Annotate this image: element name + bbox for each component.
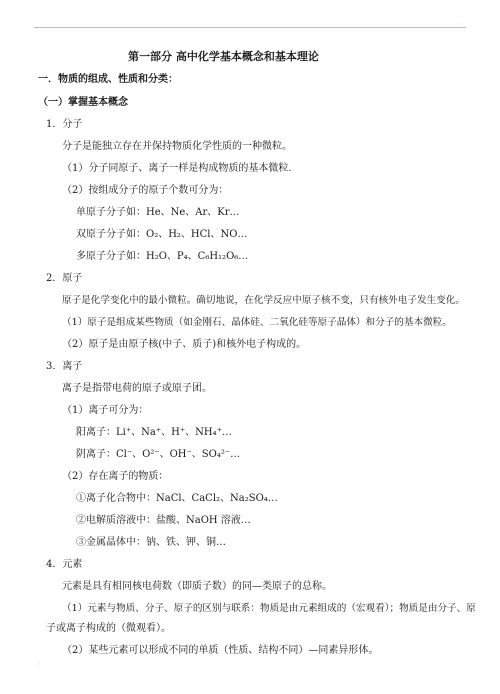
header-rule: [34, 27, 466, 28]
ion-cation: 阳离子：Li⁺、Na⁺、H⁺、NH₄⁺…: [76, 427, 232, 438]
ion-ionic-compound: ①离子化合物中：NaCl、CaCl₂、Na₂SO₄…: [76, 493, 278, 504]
molecule-mono: 单原子分子如：He、Ne、Ar、Kr…: [76, 207, 240, 218]
atom-definition: 原子是化学变化中的最小微粒。确切地说，在化学反应中原子核不变，只有核外电子发生变化。: [62, 295, 465, 306]
element-item-1-line-1: （1）元素与物质、分子、原子的区别与联系：物质是由元素组成的（宏观看）；物质是由分子、原: [62, 603, 476, 614]
molecule-item-1: （1）分子同原子、离子一样是构成物质的基本微粒.: [62, 163, 292, 174]
ion-item-2: （2）存在离子的物质：: [62, 471, 169, 482]
element-item-1-line-2: 子或离子构成的（微观看）。: [46, 623, 171, 634]
ion-metal-crystal: ③金属晶体中：钠、铁、钾、铜…: [76, 537, 226, 548]
ion-anion: 阴离子：Cl⁻、O²⁻、OH⁻、SO₄²⁻…: [76, 449, 241, 460]
molecule-poly: 多原子分子如：H₂O、P₄、C₆H₁₂O₆…: [76, 251, 249, 262]
heading-atom: 2．原子: [46, 273, 83, 284]
molecule-di: 双原子分子如：O₂、H₂、HCl、NO…: [76, 229, 248, 240]
page-title: 第一部分 高中化学基本概念和基本理论: [128, 50, 319, 63]
atom-item-1: （1）原子是组成某些物质（如金刚石、晶体硅、二氧化硅等原子晶体）和分子的基本微粒。: [62, 317, 452, 328]
subsection-heading: （一）掌握基本概念: [38, 97, 128, 108]
heading-ion: 3．离子: [46, 361, 83, 372]
section-heading: 一．物质的组成、性质和分类：: [38, 74, 178, 85]
atom-item-2: （2）原子是由原子核(中子、质子)和核外电子构成的。: [62, 339, 307, 350]
heading-molecule: 1．分子: [46, 119, 83, 130]
ion-item-1: （1）离子可分为：: [62, 405, 149, 416]
heading-element: 4．元素: [46, 559, 83, 570]
element-definition: 元素是具有相同核电荷数（即质子数）的同—类原子的总称。: [62, 581, 332, 592]
corner-mark-top: ，: [458, 19, 464, 25]
molecule-item-2: （2）按组成分子的原子个数可分为：: [62, 185, 229, 196]
ion-electrolyte: ②电解质溶液中：盐酸、NaOH 溶液…: [76, 515, 251, 526]
molecule-definition: 分子是能独立存在并保持物质化学性质的一种微粒。: [62, 141, 292, 152]
ion-definition: 离子是指带电荷的原子或原子团。: [62, 383, 212, 394]
element-item-2: （2）某些元素可以形成不同的单质（性质、结构不同）—同素异形体。: [62, 645, 379, 656]
corner-mark-bottom: 。: [38, 660, 44, 666]
